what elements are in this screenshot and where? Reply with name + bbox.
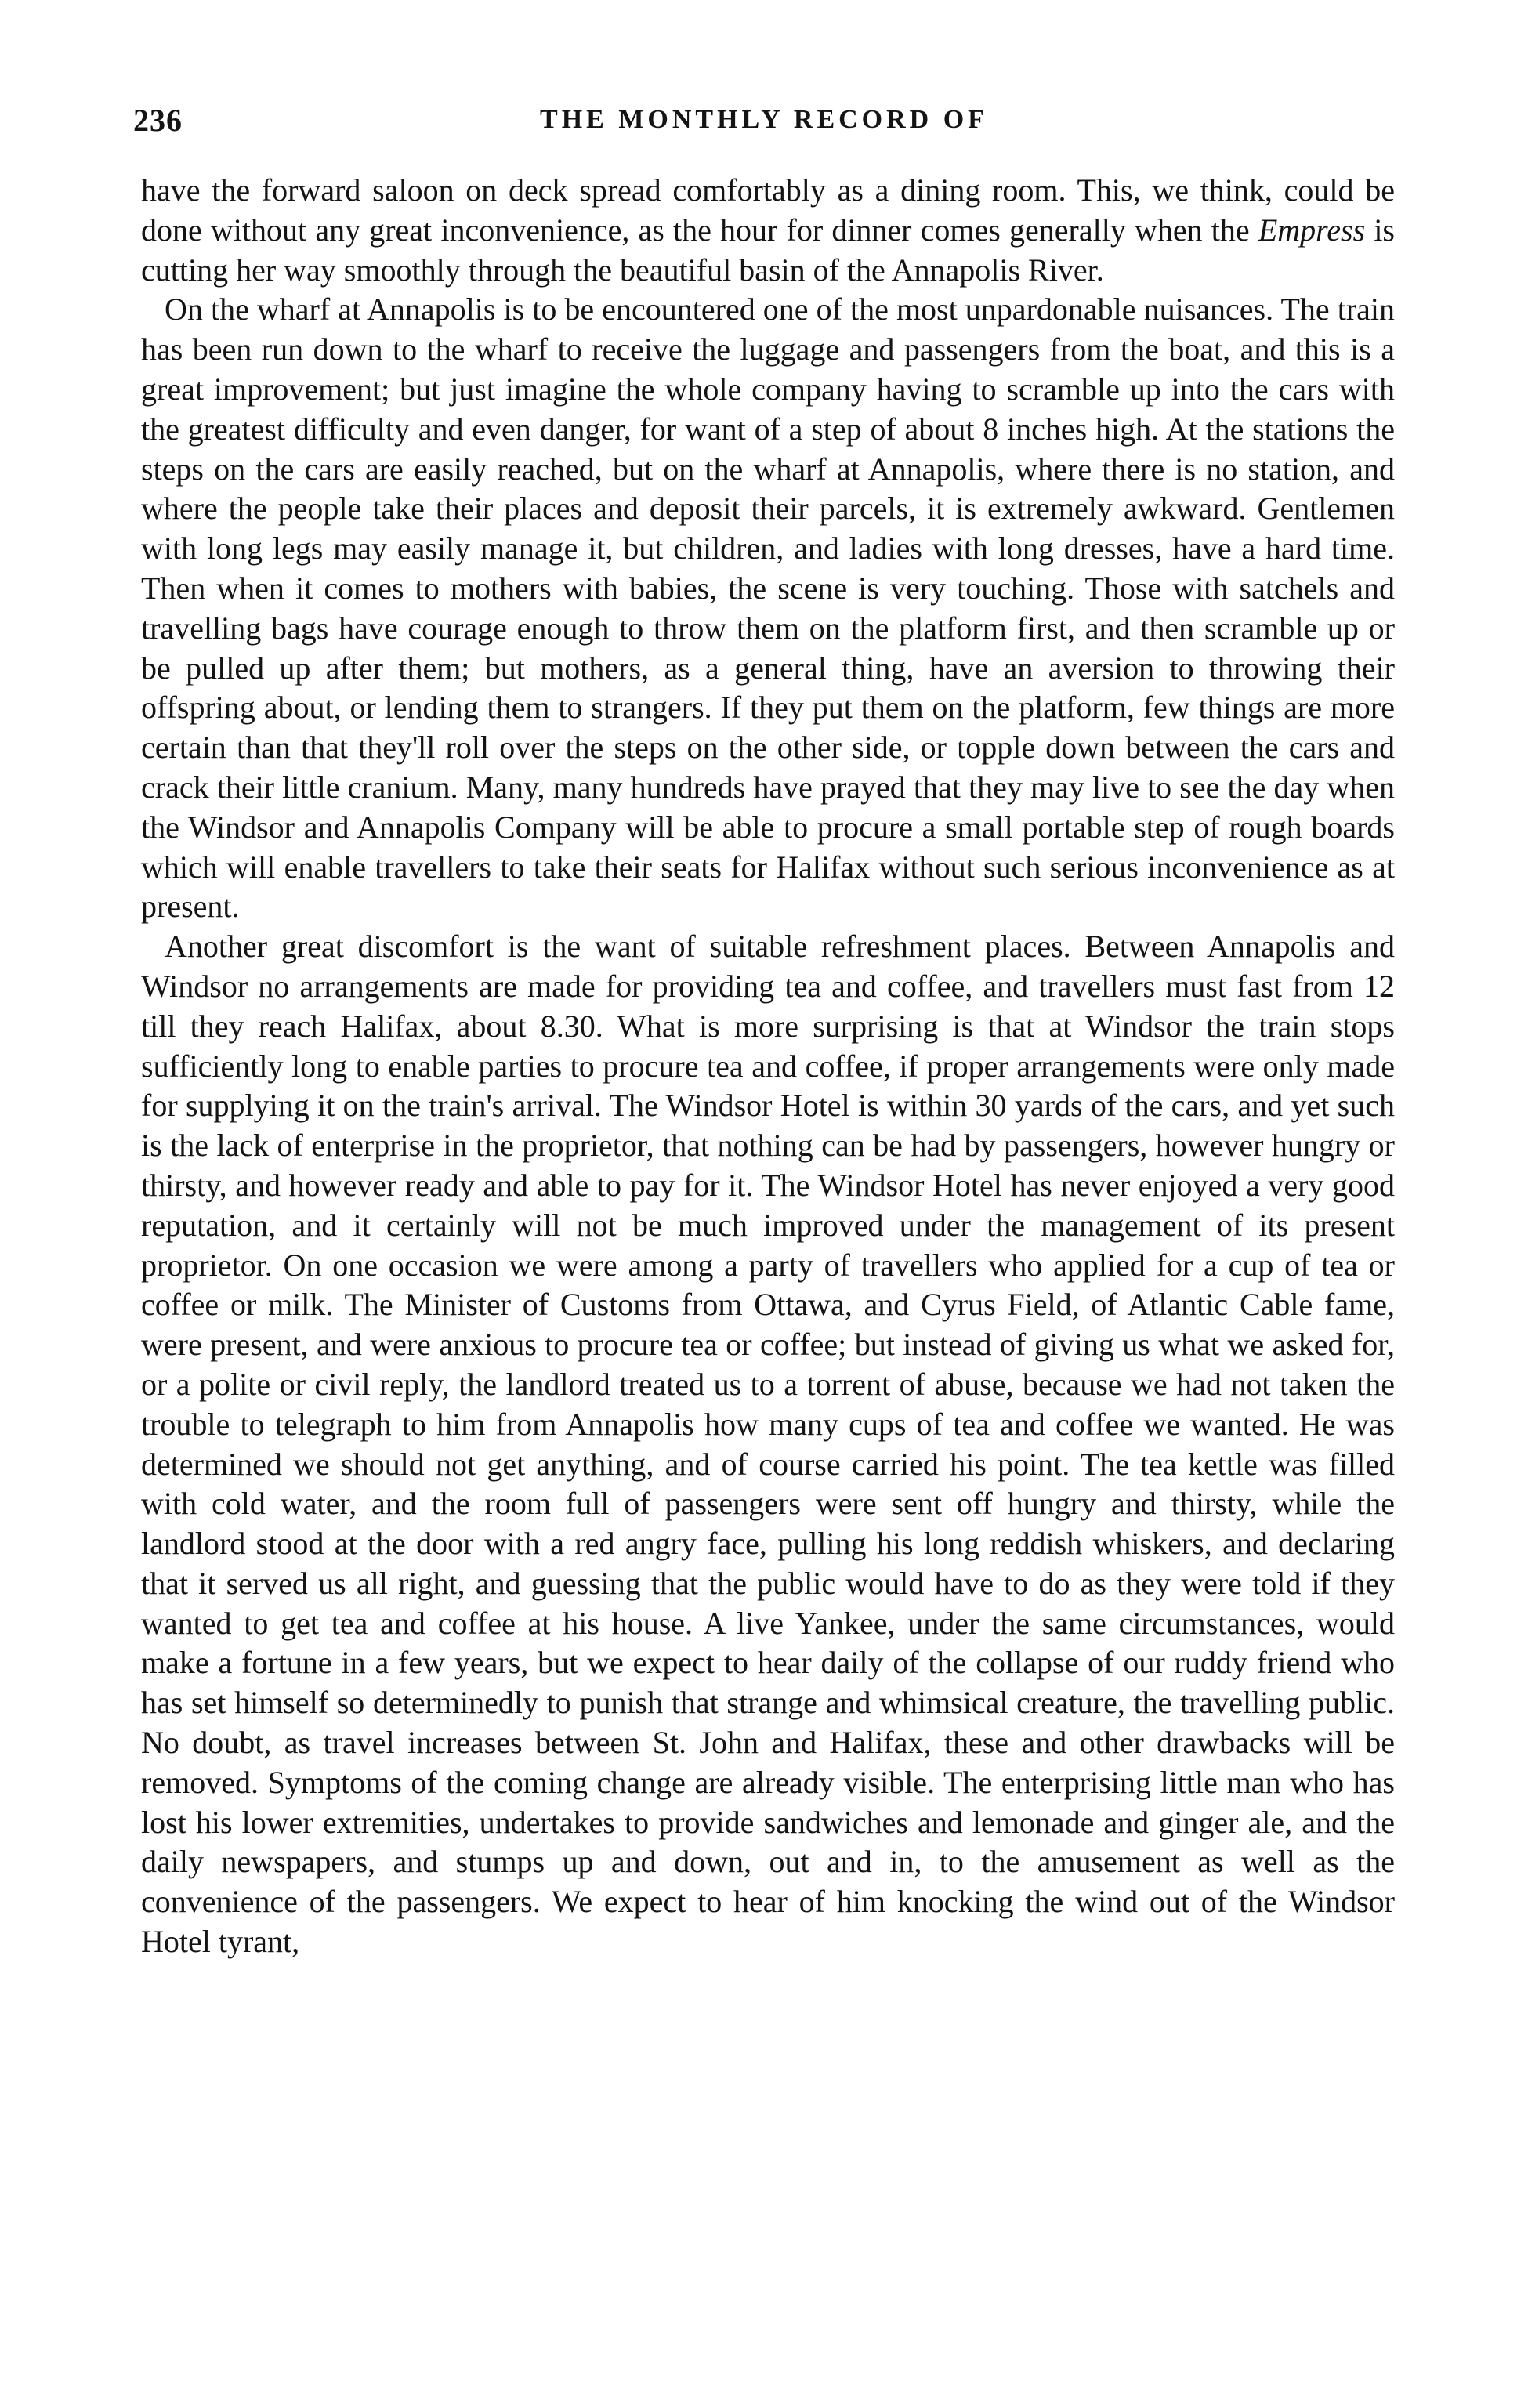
running-title: THE MONTHLY RECORD OF <box>540 105 988 134</box>
body-text <box>141 171 1395 1962</box>
paragraph-text: is cutting her way smoothly through the beautiful basin of the Annapolis River. <box>141 212 1396 288</box>
ship-name-italic: Empress <box>1258 212 1366 248</box>
paragraph-continuation <box>141 171 1395 290</box>
paragraph-text: have the forward saloon on deck spread comfortably as a dining room. This, we think, could be done without any great inconvenience, as the hour for dinner comes generally when the <box>141 172 1395 248</box>
page-number: 236 <box>133 103 183 138</box>
paragraph-wharf: On the wharf at Annapolis is to be encountered one of the most unpardonable nuisances. The train has been run down to the wharf to receive the luggage and passengers from the boat, and this is a great improvement; but just imagine the whole company having to scramble up into the cars with the greatest difficulty and even danger, for want of a step of about 8 inches high. At the stations the steps on the cars are easily reached, but on the wharf at Annapolis, where there is no station, and where the people take their places and deposit their parcels, it is extremely awkward. Gentlemen with long legs may easily manage it, but children, and ladies with long dresses, have a hard time. Then when it comes to mothers with babies, the scene is very touching. Those with satchels and travelling bags have courage enough to throw them on the platform first, and then scramble up or be pulled up after them; but mothers, as a general thing, have an aversion to throwing their offspring about, or lending them to strangers. If they put them on the platform, few things are more certain than that they'll roll over the steps on the other side, or topple down between the cars and crack their little cranium. Many, many hundreds have prayed that they may live to see the day when the Windsor and Annapolis Company will be able to procure a small portable step of rough boards which will enable travellers to take their seats for Halifax without such serious inconvenience as at present. <box>141 291 1395 925</box>
running-head <box>133 102 1395 149</box>
paragraph-refreshment: Another great discomfort is the want of suitable refreshment places. Between Annapolis and Windsor no arrangements are made for providing tea and coffee, and travellers must fast from 12 till they reach Halifax, about 8.30. What is more surprising is that at Windsor the train stops sufficiently long to enable parties to procure tea and coffee, if proper arrangements were only made for supplying it on the train's arrival. The Windsor Hotel is within 30 yards of the cars, and yet such is the lack of enterprise in the proprietor, that nothing can be had by passengers, however hungry or thirsty, and however ready and able to pay for it. The Windsor Hotel has never enjoyed a very good reputation, and it certainly will not be much improved under the management of its present proprietor. On one occasion we were among a party of travellers who applied for a cup of tea or coffee or milk. The Minister of Customs from Ottawa, and Cyrus Field, of Atlantic Cable fame, were present, and were anxious to procure tea or coffee; but instead of giving us what we asked for, or a polite or civil reply, the landlord treated us to a torrent of abuse, because we had not taken the trouble to telegraph to him from Annapolis how many cups of tea and coffee we wanted. He was determined we should not get anything, and of course carried his point. The tea kettle was filled with cold water, and the room full of passengers were sent off hungry and thirsty, while the landlord stood at the door with a red angry face, pulling his long reddish whiskers, and declaring that it served us all right, and guessing that the public would have to do as they were told if they wanted to get tea and coffee at his house. A live Yankee, under the same circumstances, would make a fortune in a few years, but we expect to hear daily of the collapse of our ruddy friend who has set himself so determinedly to punish that strange and whimsical creature, the travelling public. No doubt, as travel increases between St. John and Halifax, these and other drawbacks will be removed. Symptoms of the coming change are already visible. The enterprising little man who has lost his lower extremities, undertakes to provide sandwiches and lemonade and ginger ale, and the daily newspapers, and stumps up and down, out and in, to the amusement as well as the convenience of the passengers. We expect to hear of him knocking the wind out of the Windsor Hotel tyrant, <box>141 929 1395 1960</box>
